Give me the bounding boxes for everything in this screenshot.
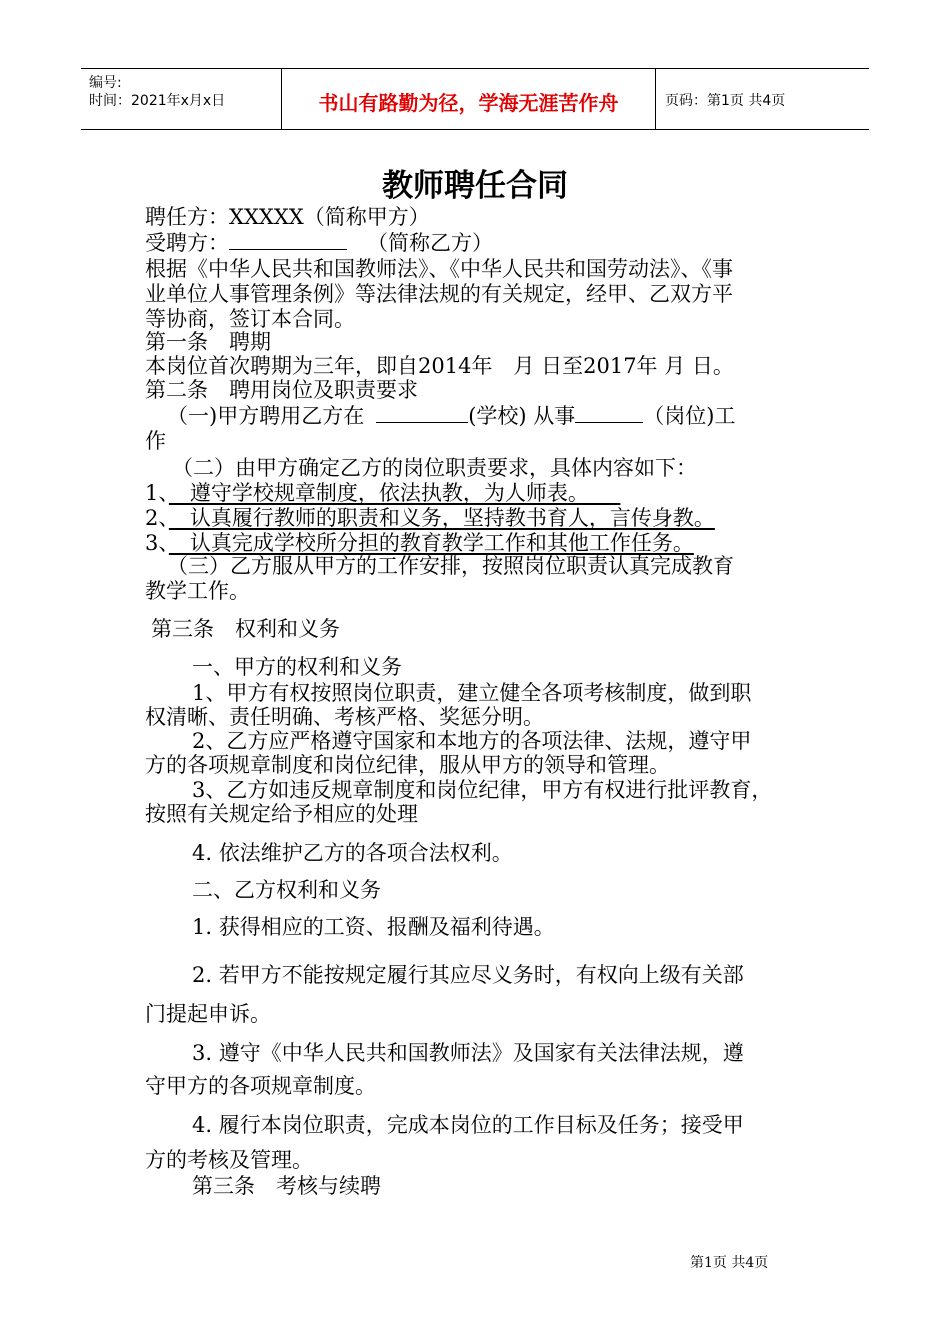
duty-1 (145, 483, 620, 504)
page-footer: 第1页 共4页 (690, 1255, 769, 1271)
header-motto-cell (281, 69, 656, 129)
intro-line-1: 根据《中华人民共和国教师法》、《中华人民共和国劳动法》、《事 (145, 257, 733, 281)
article-2-item-1-c: （岗位)工 (643, 404, 736, 428)
clause-a1-line-1: 1、甲方有权按照岗位职责，建立健全各项考核制度，做到职 (192, 681, 752, 705)
article-1-title: 第一条 聘期 (145, 330, 271, 354)
duty-2 (145, 508, 715, 529)
clause-a1-line-2: 权清晰、责任明确、考核严格、奖惩分明。 (145, 705, 544, 729)
header-page-info: 页码：第1页 共4页 (665, 93, 786, 109)
clause-b3-line-1: 3. 遵守《中华人民共和国教师法》及国家有关法律法规，遵 (192, 1041, 744, 1065)
duty-3-text: 认真完成学校所分担的教育教学工作和其他工作任务。 (168, 531, 694, 555)
document-header (81, 68, 869, 130)
article-2-item-1 (167, 406, 735, 427)
employee-line (145, 233, 493, 254)
header-motto: 书山有路勤为径，学海无涯苦作舟 (318, 91, 619, 115)
clause-a3-line-2: 按照有关规定给予相应的处理 (145, 802, 418, 826)
clause-b3-line-2: 守甲方的各项规章制度。 (145, 1074, 376, 1098)
article-3-title: 第三条 权利和义务 (151, 617, 340, 641)
page-title: 教师聘任合同 (382, 168, 568, 204)
article-2-item-2: （二）由甲方确定乙方的岗位职责要求，具体内容如下： (172, 456, 697, 480)
employee-suffix: （简称乙方） (367, 231, 493, 255)
article-1-text: 本岗位首次聘期为三年，即自2014年 月 日至2017年 月 日。 (145, 354, 734, 378)
employer-line: 聘任方：XXXXX（简称甲方） (145, 205, 430, 229)
clause-a2-line-1: 2、乙方应严格遵守国家和本地方的各项法律、法规，遵守甲 (192, 729, 752, 753)
header-meta (81, 69, 281, 129)
clause-b1: 1. 获得相应的工资、报酬及福利待遇。 (192, 915, 555, 939)
article-3b-title: 第三条 考核与续聘 (192, 1174, 381, 1198)
duty-3-number: 3、 (145, 531, 169, 555)
intro-line-2: 业单位人事管理条例》等法律法规的有关规定，经甲、乙双方平 (145, 282, 733, 306)
school-blank (376, 422, 468, 423)
clause-a4: 4. 依法维护乙方的各项合法权利。 (192, 841, 513, 865)
intro-line-3: 等协商，签订本合同。 (145, 307, 355, 331)
clause-a3-line-1: 3、乙方如违反规章制度和岗位纪律，甲方有权进行批评教育， (192, 778, 773, 802)
article-2-item-1-b: (学校) 从事 (468, 404, 576, 428)
clause-b2-line-2: 门提起申诉。 (145, 1002, 271, 1026)
duty-3 (145, 533, 694, 554)
employee-prefix: 受聘方： (145, 231, 229, 255)
clause-b4-line-1: 4. 履行本岗位职责，完成本岗位的工作目标及任务；接受甲 (192, 1113, 744, 1137)
duty-1-number: 1、 (145, 481, 169, 505)
header-time-label: 时间：2021年x月x日 (89, 93, 226, 109)
article-2-title: 第二条 聘用岗位及职责要求 (145, 378, 418, 402)
clause-b4-line-2: 方的考核及管理。 (145, 1148, 313, 1172)
article-2-item-3-cont: 教学工作。 (145, 579, 250, 603)
article-2-item-3: （三）乙方服从甲方的工作安排，按照岗位职责认真完成教育 (167, 554, 734, 578)
section-2-title: 二、乙方权利和义务 (192, 878, 381, 902)
clause-a2-line-2: 方的各项规章制度和岗位纪律，服从甲方的领导和管理。 (145, 753, 670, 777)
duty-2-text: 认真履行教师的职责和义务，坚持教书育人，言传身教。 (168, 506, 715, 530)
duty-2-number: 2、 (145, 506, 169, 530)
header-page-cell (655, 69, 869, 129)
clause-b2-line-1: 2. 若甲方不能按规定履行其应尽义务时，有权向上级有关部 (192, 963, 744, 987)
employee-name-blank (229, 249, 347, 250)
section-1-title: 一、甲方的权利和义务 (192, 655, 402, 679)
duty-1-text: 遵守学校规章制度，依法执教，为人师表。 (168, 481, 621, 505)
position-blank (575, 422, 643, 423)
article-2-item-1-cont: 作 (145, 429, 166, 453)
article-2-item-1-a: （一)甲方聘用乙方在 (167, 404, 365, 428)
header-number-label: 编号: (89, 75, 122, 91)
